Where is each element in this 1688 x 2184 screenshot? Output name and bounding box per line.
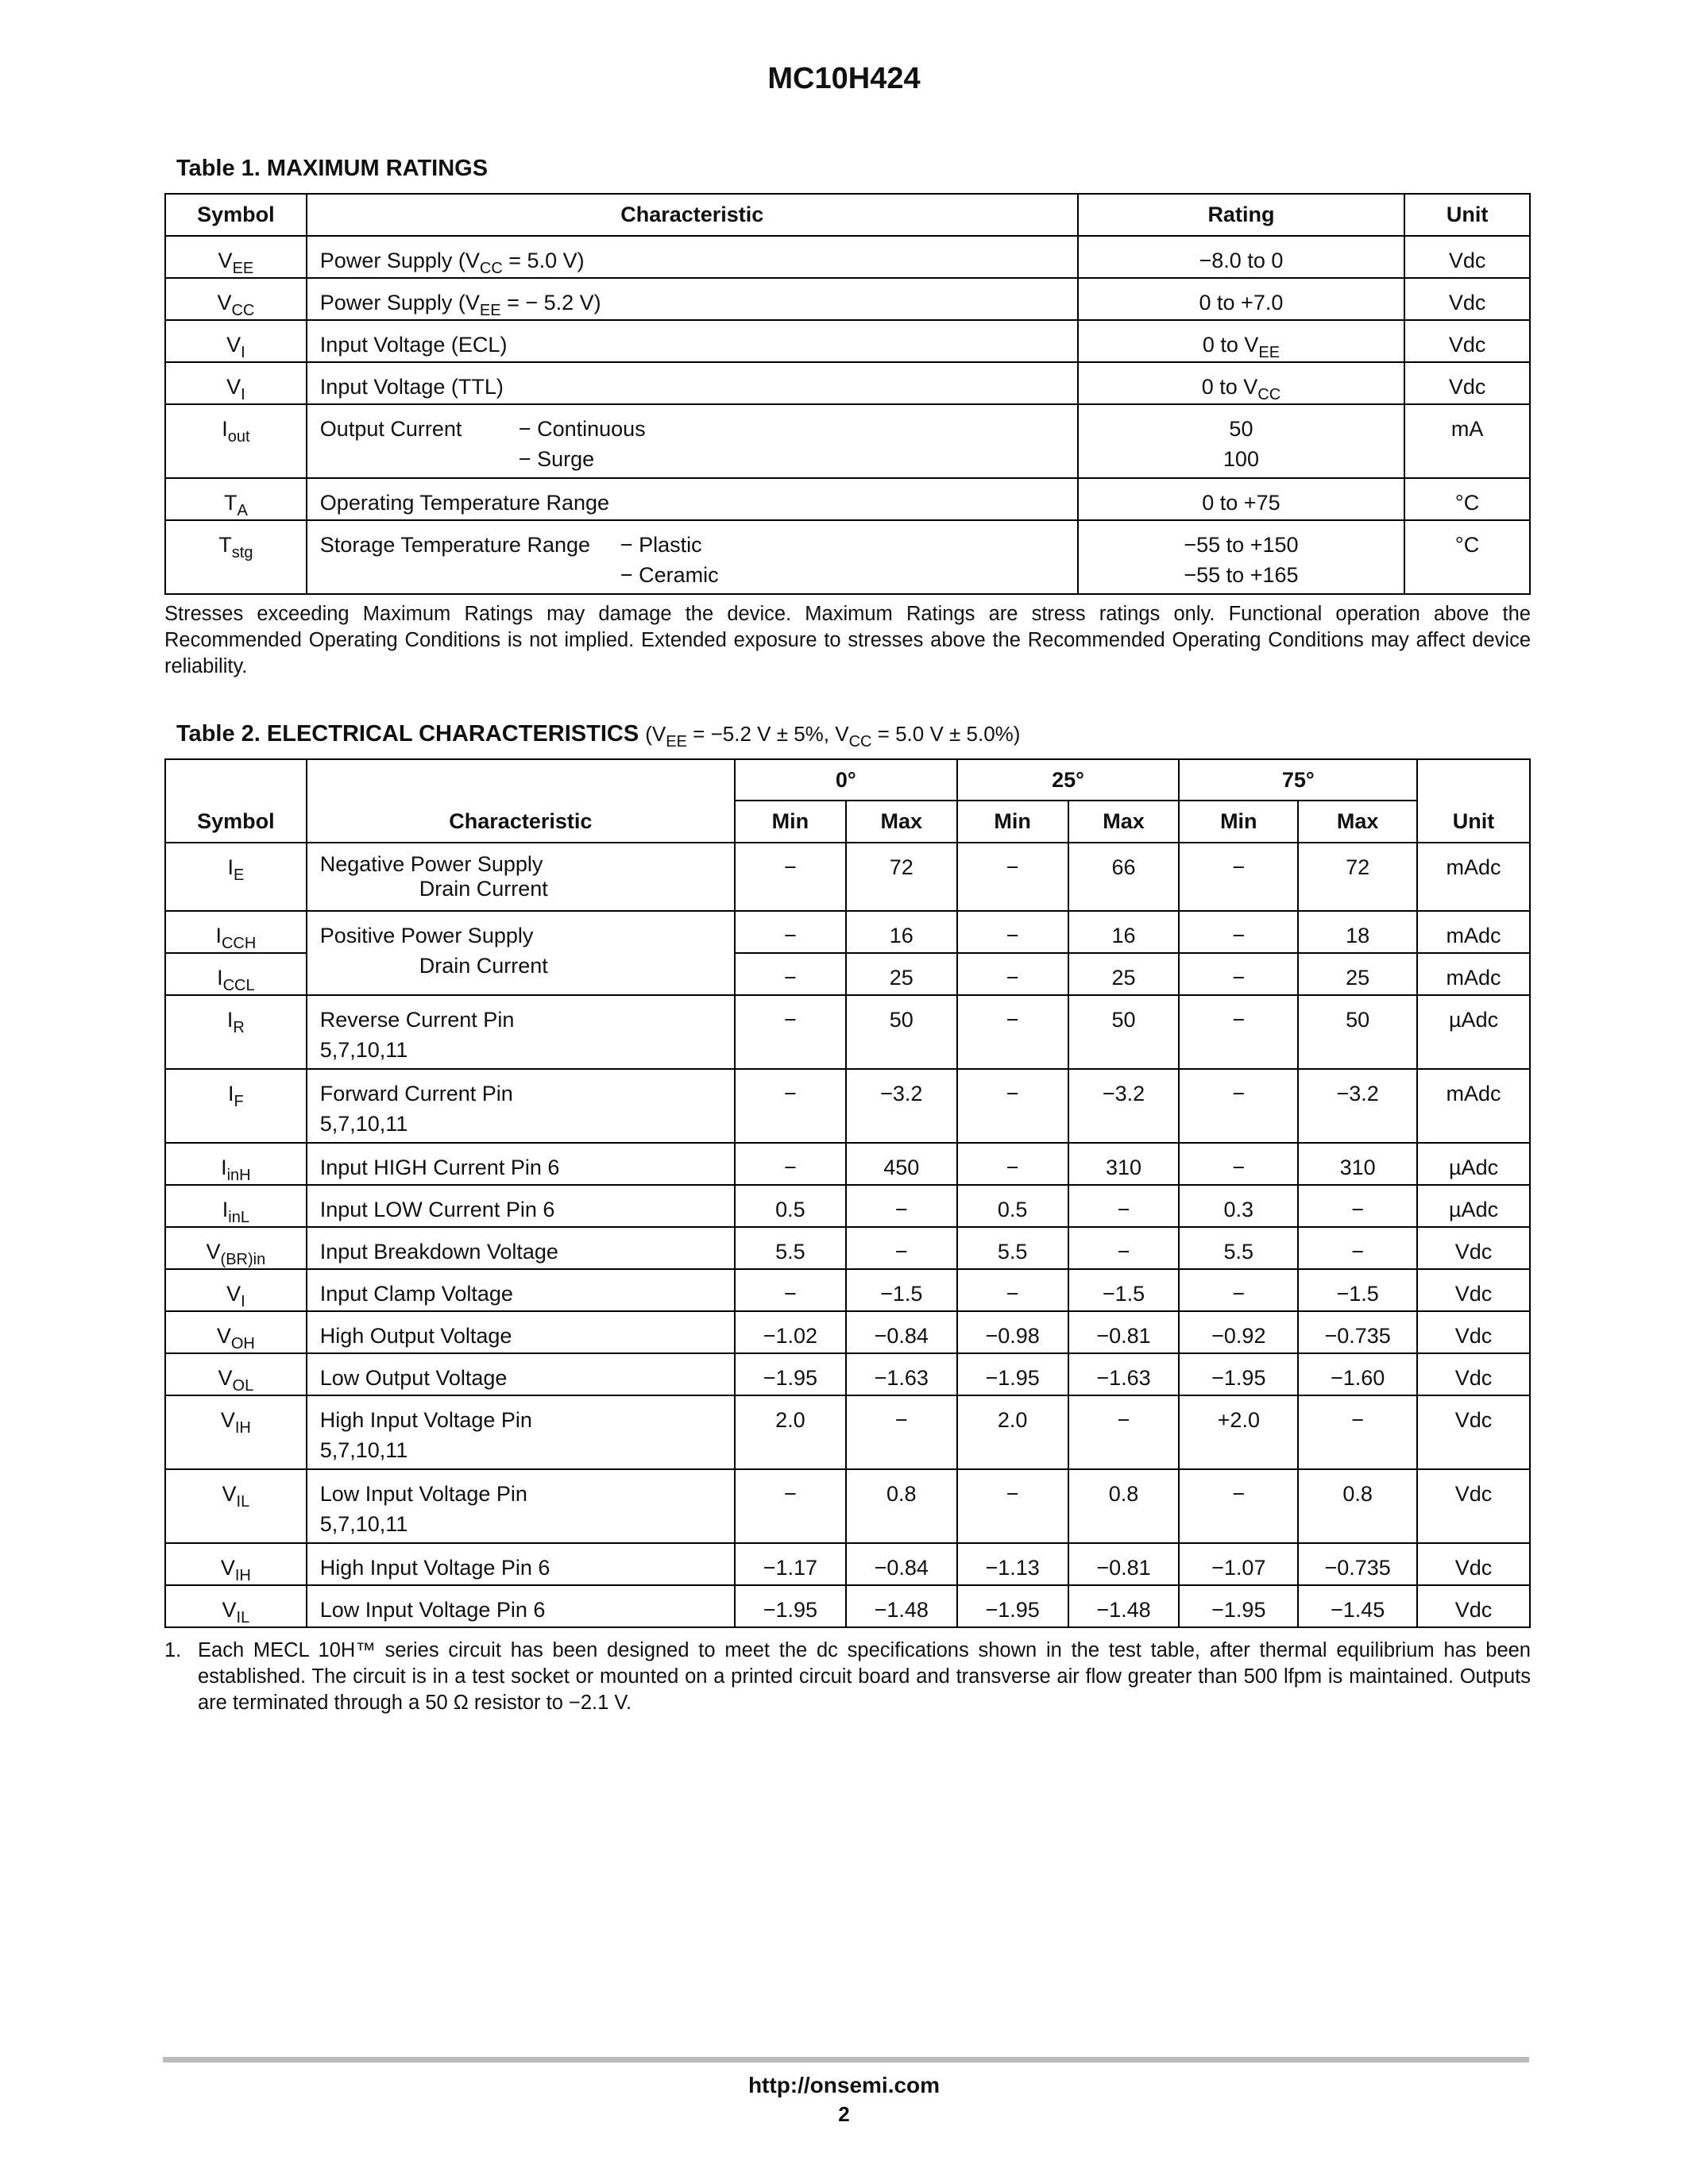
value-cell: −1.48 [874,1598,929,1622]
value-cell: −0.735 [1324,1556,1391,1580]
characteristic-cell: High Output Voltage [319,1324,512,1348]
symbol-cell: $V_I$ [226,1282,245,1310]
temp-header-75c: 75° [1179,759,1417,801]
value-cell: −0.81 [1096,1324,1151,1348]
value-cell: 18 [1346,924,1370,947]
value-cell: 5.5 [775,1240,805,1264]
unit-cell: mAdc [1446,855,1501,879]
characteristic-cell: Power Supply ($V_{EE}$ = − 5.2 V) [319,291,601,319]
value-cell: −1.95 [985,1366,1040,1390]
value-cell: − [784,1482,797,1506]
value-cell: 50 [889,1008,914,1032]
footer-divider [163,2057,1529,2062]
col-header-min: Min [957,801,1068,843]
characteristic-cell: High Input Voltage Pin 5,7,10,11 [319,1408,532,1462]
characteristic-cell: Input Clamp Voltage [319,1282,513,1306]
value-cell: − [1351,1408,1365,1432]
table-row [165,478,1530,520]
value-cell: − [1232,1082,1246,1106]
value-cell: 0.3 [1223,1198,1254,1221]
symbol-cell: $I_{inH}$ [221,1156,251,1184]
value-cell: − [1117,1198,1130,1221]
table-row [165,1227,1530,1269]
table-row [165,1143,1530,1185]
symbol-cell: $V_{OL}$ [218,1366,254,1395]
table-row [165,1469,1530,1543]
value-cell: 2.0 [775,1408,805,1432]
symbol-cell: $I_{out}$ [222,417,250,446]
value-cell: −1.95 [1211,1598,1266,1622]
value-cell: −0.735 [1324,1324,1391,1348]
value-cell: 2.0 [997,1408,1028,1432]
value-cell: − [784,1156,797,1179]
col-header-min: Min [735,801,846,843]
value-cell: − [1232,855,1246,879]
symbol-cell: $V_{OH}$ [216,1324,255,1352]
rating-cell: 0 to $V_{EE}$ [1202,333,1280,361]
value-cell: − [784,924,797,947]
value-cell: −0.84 [874,1556,929,1580]
value-cell: −1.5 [880,1282,923,1306]
value-cell: − [1232,966,1246,990]
unit-cell: Vdc [1454,1408,1493,1432]
value-cell: 0.8 [1108,1482,1139,1506]
table-row [165,404,1530,478]
characteristic-cell: Operating Temperature Range [319,491,610,515]
value-cell: −1.5 [1102,1282,1145,1306]
symbol-cell: $V_{IH}$ [220,1408,251,1437]
electrical-characteristics-table [164,758,1531,1628]
unit-cell: Vdc [1454,1556,1493,1580]
col-header-symbol: Symbol [165,759,307,843]
value-cell: −1.02 [763,1324,818,1348]
characteristic-cell: Forward Current Pin 5,7,10,11 [319,1082,513,1136]
characteristic-cell: Input Voltage (TTL) [319,375,504,399]
value-cell: − [1232,1482,1246,1506]
symbol-cell: $V_I$ [226,333,245,361]
unit-cell: µAdc [1449,1008,1499,1032]
stress-note: Stresses exceeding Maximum Ratings may damage the device. Maximum Ratings are stress ratings only. Functional operation above the Recommended Operating Conditions is not implied. Extended exposure to stresses above the Recommended Operating Conditions may affect device reliability. [164,603,1531,677]
table-row [165,843,1530,911]
characteristic-cell: Input Voltage (ECL) [319,333,508,357]
table-row [165,320,1530,362]
table-row [165,1069,1530,1143]
value-cell: 0.8 [886,1482,917,1506]
value-cell: − [784,855,797,879]
value-cell: 72 [1346,855,1370,879]
value-cell: 25 [889,966,914,990]
table2-caption: Table 2. ELECTRICAL CHARACTERISTICS ($V_{EE} = -5.2$ V ± 5%, $V_{CC} = 5.0$ V ± 5.0%) [176,721,1021,751]
table1-caption: Table 1. MAXIMUM RATINGS [176,156,489,181]
characteristic-cell: Input LOW Current Pin 6 [319,1198,555,1221]
value-cell: 25 [1346,966,1370,990]
page-number: 2 [838,2102,850,2126]
value-cell: −1.07 [1211,1556,1266,1580]
col-header-max: Max [846,801,957,843]
table-row [165,1585,1530,1627]
value-cell: −0.98 [985,1324,1040,1348]
characteristic-cell: Output Current − Continuous − Surge [319,417,646,471]
col-header-max: Max [1298,801,1417,843]
col-header-min: Min [1179,801,1298,843]
unit-cell: Vdc [1454,1240,1493,1264]
value-cell: 66 [1111,855,1136,879]
table-row [165,278,1530,320]
symbol-cell: $V_{EE}$ [218,249,254,277]
value-cell: − [1232,1282,1246,1306]
value-cell: − [784,1082,797,1106]
footnote-number: 1. [164,1639,182,1661]
characteristic-cell: Low Output Voltage [319,1366,508,1390]
value-cell: − [1006,855,1019,879]
value-cell: 16 [1111,924,1136,947]
unit-cell: Vdc [1448,249,1486,272]
unit-cell: mAdc [1446,966,1501,990]
value-cell: 5.5 [997,1240,1028,1264]
unit-cell: µAdc [1449,1156,1499,1179]
temp-header-25c: 25° [957,759,1180,801]
page-title: MC10H424 [767,62,921,95]
characteristic-cell: Input HIGH Current Pin 6 [319,1156,560,1179]
symbol-cell: $V_{IL}$ [222,1482,250,1511]
rating-cell: −8.0 to 0 [1199,249,1284,272]
value-cell: − [1117,1240,1130,1264]
value-cell: − [1351,1198,1365,1221]
characteristic-cell: Reverse Current Pin 5,7,10,11 [319,1008,515,1062]
table-row [165,1353,1530,1395]
table-row [165,1269,1530,1311]
table1-header-row [165,194,1530,236]
characteristic-cell: Power Supply ($V_{CC} = 5.0$ V) [319,249,585,277]
value-cell: −1.95 [1211,1366,1266,1390]
footnote-text: Each MECL 10H™ series circuit has been designed to meet the dc specifications shown in the test table, after thermal equilibrium has been established. The circuit is in a test socket or mounted on a printed circuit board and transverse air flow greater than 500 lfpm is maintained. Outputs are terminated through a 50 Ω resistor to −2.1 V. [198,1639,1531,1714]
value-cell: − [1006,1008,1019,1032]
col-header-unit: Unit [1404,194,1530,236]
footer-url[interactable]: http://onsemi.com [747,2073,941,2097]
characteristic-cell: Input Breakdown Voltage [319,1240,558,1264]
value-cell: −1.60 [1330,1366,1385,1390]
value-cell: −1.5 [1336,1282,1379,1306]
unit-cell: Vdc [1448,291,1486,314]
value-cell: − [1006,966,1019,990]
value-cell: 450 [883,1156,920,1179]
unit-cell: Vdc [1448,333,1486,357]
unit-cell: Vdc [1454,1366,1493,1390]
symbol-cell: $T_{stg}$ [218,533,253,561]
symbol-cell: $I_E$ [227,855,245,884]
value-cell: −1.48 [1096,1598,1151,1622]
value-cell: − [1232,924,1246,947]
value-cell: − [1006,1082,1019,1106]
value-cell: −3.2 [1102,1082,1145,1106]
unit-cell: mAdc [1446,924,1501,947]
value-cell: −1.63 [1096,1366,1151,1390]
characteristic-cell: Negative Power Supply Drain Current [319,852,548,901]
characteristic-cell: Low Input Voltage Pin 5,7,10,11 [319,1482,527,1536]
value-cell: − [1006,1482,1019,1506]
temperature-header-row [165,759,1530,801]
col-header-characteristic: Characteristic [307,194,1078,236]
col-header-symbol: Symbol [165,194,307,236]
value-cell: 310 [1339,1156,1376,1179]
value-cell: 72 [889,855,914,879]
characteristic-cell: Storage Temperature Range − Plastic − Ceramic [319,533,719,587]
unit-cell: Vdc [1454,1598,1493,1622]
table-row [165,995,1530,1069]
value-cell: − [894,1198,908,1221]
value-cell: 0.5 [775,1198,805,1221]
maximum-ratings-table [164,193,1531,595]
value-cell: − [1006,924,1019,947]
rating-cell: 50 100 [1223,417,1259,471]
value-cell: 25 [1111,966,1136,990]
value-cell: − [1006,1282,1019,1306]
value-cell: 50 [1111,1008,1136,1032]
value-cell: − [784,1282,797,1306]
rating-cell: 0 to $V_{CC}$ [1201,375,1281,403]
rating-cell: −55 to +150 −55 to +165 [1184,533,1299,587]
unit-cell: mA [1450,417,1484,441]
symbol-cell: $V_{IL}$ [222,1598,250,1626]
rating-cell: 0 to +7.0 [1199,291,1284,314]
unit-cell: mAdc [1446,1082,1501,1106]
symbol-cell: $I_{CCH}$ [215,924,257,952]
value-cell: −3.2 [880,1082,923,1106]
value-cell: − [1232,1156,1246,1179]
value-cell: −1.17 [763,1556,818,1580]
value-cell: 16 [889,924,914,947]
unit-cell: °C [1454,533,1480,557]
value-cell: − [894,1240,908,1264]
value-cell: − [784,1008,797,1032]
col-header-max: Max [1068,801,1180,843]
table-row [165,236,1530,278]
value-cell: − [1351,1240,1365,1264]
value-cell: −1.63 [874,1366,929,1390]
symbol-cell: $V_I$ [226,375,245,403]
characteristic-cell: Low Input Voltage Pin 6 [319,1598,546,1622]
value-cell: −1.95 [985,1598,1040,1622]
value-cell: −1.13 [985,1556,1040,1580]
symbol-cell: $I_{inL}$ [222,1198,249,1226]
table-row [165,1543,1530,1585]
unit-cell: Vdc [1448,375,1486,399]
table-row [165,520,1530,594]
symbol-cell: $I_R$ [226,1008,245,1036]
value-cell: −1.45 [1330,1598,1385,1622]
rating-cell: 0 to +75 [1202,491,1280,515]
temp-header-0c: 0° [735,759,957,801]
value-cell: −0.84 [874,1324,929,1348]
value-cell: − [1006,1156,1019,1179]
col-header-characteristic: Characteristic [307,759,735,843]
value-cell: 5.5 [1223,1240,1254,1264]
unit-cell: Vdc [1454,1324,1493,1348]
unit-cell: Vdc [1454,1282,1493,1306]
table-row [165,911,1530,953]
value-cell: −0.92 [1211,1324,1266,1348]
value-cell: 0.8 [1342,1482,1373,1506]
characteristic-cell: High Input Voltage Pin 6 [319,1556,550,1580]
value-cell: −3.2 [1336,1082,1379,1106]
value-cell: − [784,966,797,990]
value-cell: −1.95 [763,1598,818,1622]
symbol-cell: $V_{(BR)in}$ [206,1240,266,1268]
unit-cell: Vdc [1454,1482,1493,1506]
table-row [165,1395,1530,1469]
unit-cell: µAdc [1449,1198,1499,1221]
value-cell: − [1117,1408,1130,1432]
value-cell: 0.5 [997,1198,1028,1221]
symbol-cell: $I_{CCL}$ [217,966,255,994]
symbol-cell: $T_A$ [223,491,248,519]
value-cell: 310 [1105,1156,1141,1179]
footnote [164,1638,1531,1716]
unit-cell: °C [1454,491,1480,515]
table-row [165,1185,1530,1227]
value-cell: +2.0 [1217,1408,1260,1432]
symbol-cell: $V_{IH}$ [220,1556,251,1584]
table-row [165,362,1530,404]
value-cell: − [894,1408,908,1432]
symbol-cell: $I_F$ [228,1082,244,1110]
col-header-unit: Unit [1417,759,1530,843]
table-row [165,1311,1530,1353]
col-header-rating: Rating [1078,194,1404,236]
value-cell: 50 [1346,1008,1370,1032]
value-cell: − [1232,1008,1246,1032]
characteristic-cell: Positive Power Supply Drain Current [319,924,548,978]
value-cell: −0.81 [1096,1556,1151,1580]
value-cell: −1.95 [763,1366,818,1390]
symbol-cell: $V_{CC}$ [217,291,255,319]
